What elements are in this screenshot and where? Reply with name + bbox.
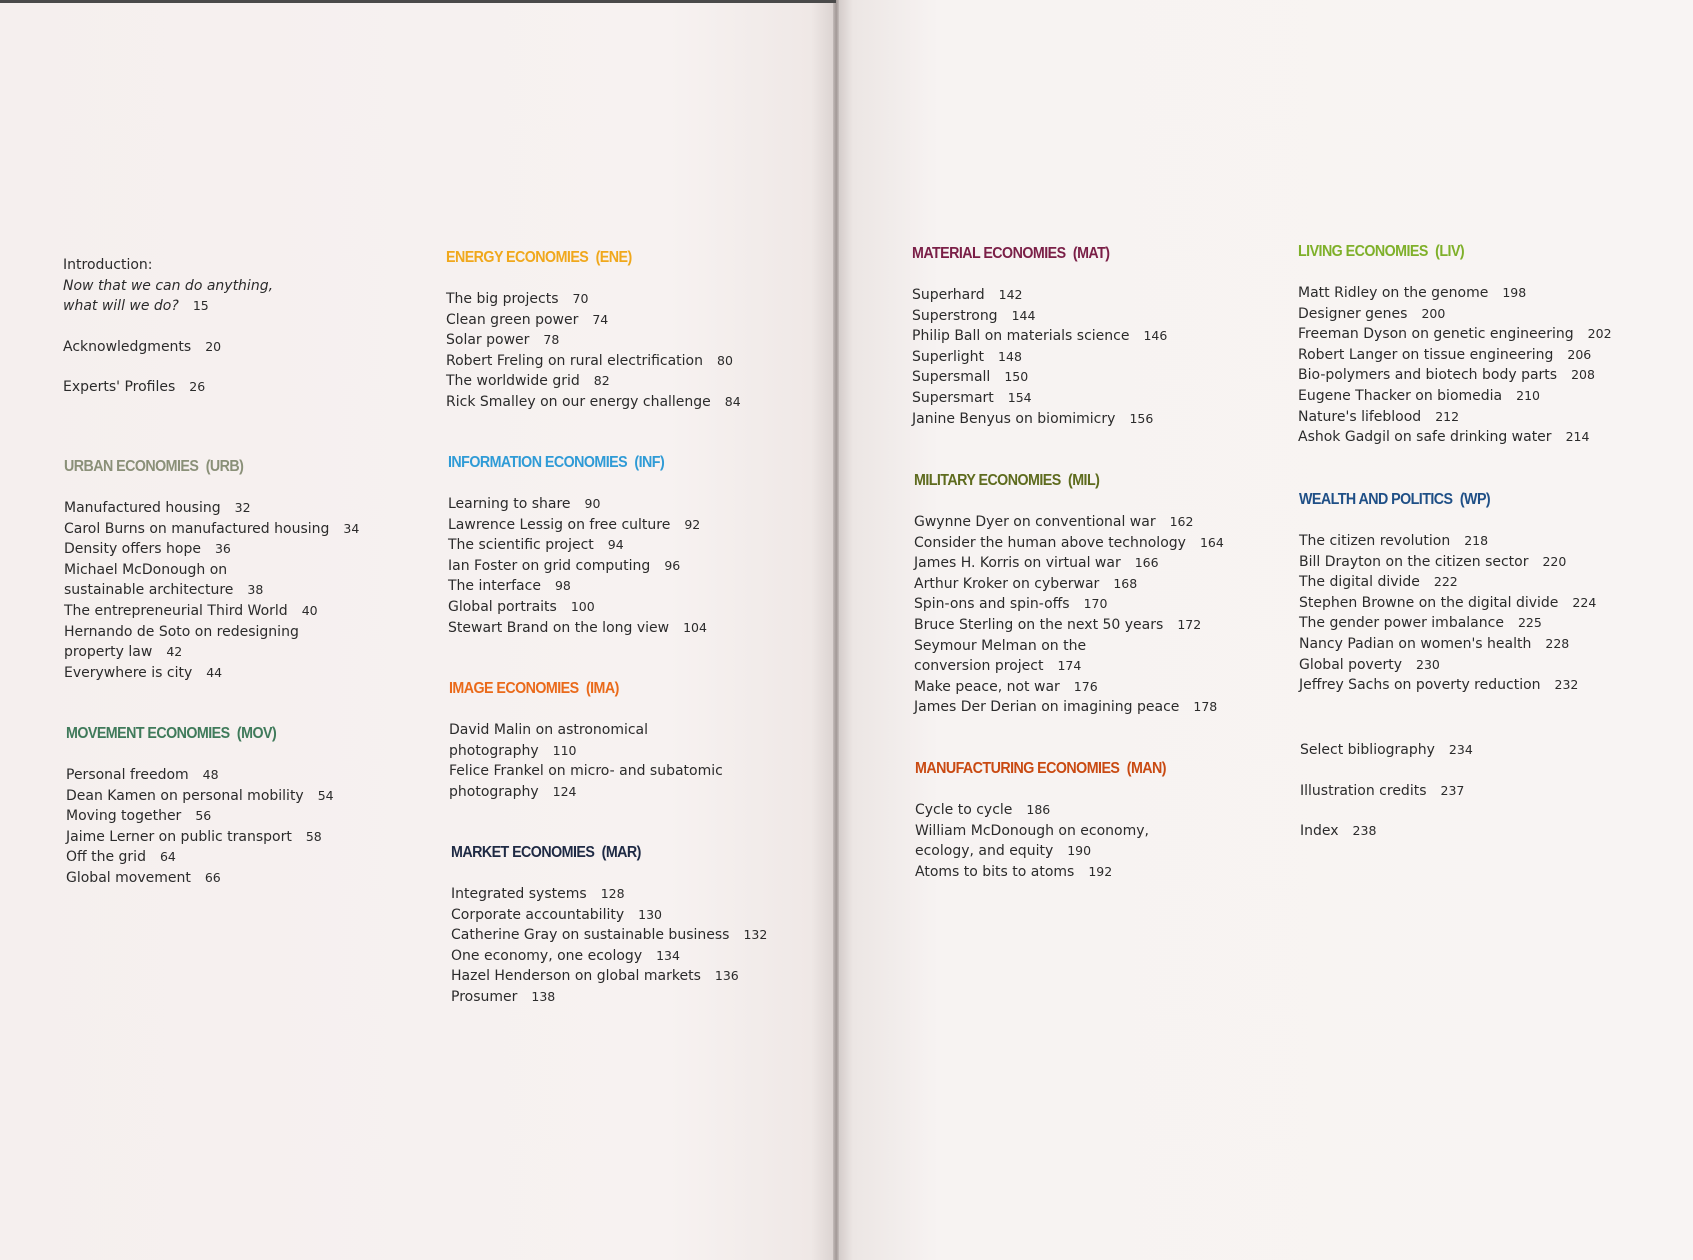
entry-title: The big projects <box>446 291 559 307</box>
entry-title: Arthur Kroker on cyberwar <box>914 575 1100 592</box>
illustration-credits-page: 237 <box>1440 782 1465 798</box>
section-wealth-and-politics <box>1299 491 1596 696</box>
toc-entry[interactable] <box>66 868 334 889</box>
entry-page-number: 94 <box>607 537 624 553</box>
entry-title: Stephen Browne on the digital divide <box>1299 594 1559 611</box>
section-image-economies <box>449 680 723 802</box>
entry-page-number: 168 <box>1113 575 1138 591</box>
toc-entry[interactable] <box>915 862 1188 883</box>
illustration-credits-label: Illustration credits <box>1300 782 1427 799</box>
entry-title: Jaime Lerner on public transport <box>66 828 292 845</box>
entry-title: Hernando de Soto on redesigning <box>64 623 299 640</box>
entry-page-number: 174 <box>1057 658 1082 674</box>
toc-entry[interactable] <box>1298 304 1612 325</box>
toc-entry[interactable] <box>914 594 1224 615</box>
toc-entry[interactable] <box>1298 407 1612 428</box>
entry-page-number: 164 <box>1199 534 1224 550</box>
toc-entry[interactable] <box>64 539 359 560</box>
entry-title-continued: ecology, and equity <box>915 843 1054 860</box>
toc-entry[interactable] <box>451 884 767 905</box>
toc-entry[interactable] <box>451 946 767 967</box>
toc-entry[interactable] <box>64 601 359 622</box>
entry-title: Density offers hope <box>64 541 201 558</box>
entry-page-number: 74 <box>592 311 609 327</box>
section-title: URBAN ECONOMIES <box>64 458 199 475</box>
entry-page-number: 225 <box>1517 615 1542 631</box>
entry-title-continued: photography <box>449 742 539 759</box>
entry-page-number: 78 <box>543 332 560 348</box>
entry-title: Philip Ball on materials science <box>912 328 1130 345</box>
entry-page-number: 170 <box>1083 596 1108 612</box>
entry-title: Integrated systems <box>451 886 587 902</box>
entry-page-number: 156 <box>1129 410 1154 426</box>
section-material-economies <box>912 245 1167 429</box>
toc-entry[interactable] <box>446 392 741 413</box>
toc-entry[interactable] <box>1298 345 1612 366</box>
entry-page-number: 220 <box>1542 553 1567 569</box>
intro-page: 15 <box>192 298 209 314</box>
section-manufacturing-economies <box>915 760 1188 882</box>
entry-page-number: 200 <box>1421 305 1446 321</box>
entry-title: Make peace, not war <box>914 678 1060 695</box>
section-heading <box>64 458 336 478</box>
entry-title: Bruce Sterling on the next 50 years <box>914 616 1164 633</box>
toc-entry[interactable] <box>448 576 707 597</box>
intro-subtitle-line1: Now that we can do anything, <box>63 277 274 294</box>
toc-entry[interactable] <box>451 987 767 1008</box>
section-urban-economies <box>64 458 359 683</box>
entry-title: Lawrence Lessig on free culture <box>448 516 671 533</box>
entry-title: The gender power imbalance <box>1299 615 1504 632</box>
toc-entry[interactable] <box>66 847 334 868</box>
section-title: ENERGY ECONOMIES <box>446 249 589 266</box>
toc-entry[interactable] <box>446 371 741 392</box>
toc-entry[interactable] <box>914 677 1224 698</box>
entry-page-number: 198 <box>1502 285 1527 300</box>
section-title: LIVING ECONOMIES <box>1298 243 1428 260</box>
section-code: (WP) <box>1459 491 1491 508</box>
entry-page-number: 58 <box>305 828 322 844</box>
entry-title: The scientific project <box>448 537 594 554</box>
section-heading <box>451 844 742 864</box>
toc-entry[interactable] <box>66 786 334 807</box>
acknowledgments-label: Acknowledgments <box>63 338 192 355</box>
toc-entry[interactable] <box>1298 324 1612 345</box>
entry-title: Global poverty <box>1299 656 1402 673</box>
entry-title: Designer genes <box>1298 305 1408 322</box>
entry-page-number: 90 <box>584 496 601 511</box>
section-code: (INF) <box>634 454 665 471</box>
toc-entry[interactable] <box>64 663 359 684</box>
entry-page-number: 224 <box>1572 594 1597 610</box>
toc-entry[interactable] <box>64 498 359 519</box>
entry-title: Hazel Henderson on global markets <box>451 968 701 985</box>
toc-entry[interactable] <box>1299 613 1596 634</box>
toc-entry[interactable] <box>1299 531 1596 552</box>
toc-entry[interactable] <box>446 289 741 310</box>
entry-page-number: 186 <box>1026 802 1051 817</box>
entry-page-number: 110 <box>552 742 577 758</box>
entry-page-number: 128 <box>600 886 625 901</box>
entry-title: Superlight <box>912 348 985 365</box>
entry-page-number: 190 <box>1067 843 1092 859</box>
entry-page-number: 146 <box>1143 328 1168 344</box>
toc-entry[interactable] <box>66 827 334 848</box>
entry-title: Janine Benyus on biomimicry <box>912 410 1116 427</box>
section-heading <box>1298 243 1586 263</box>
entry-page-number: 230 <box>1416 656 1440 672</box>
entry-page-number: 64 <box>159 849 176 865</box>
entry-title: Catherine Gray on sustainable business <box>451 927 730 944</box>
section-heading <box>449 680 701 700</box>
entry-title: Superhard <box>912 287 985 303</box>
toc-entry[interactable] <box>912 326 1167 347</box>
entry-page-number: 96 <box>664 557 681 573</box>
index-page: 238 <box>1352 823 1377 839</box>
entry-title: Robert Langer on tissue engineering <box>1298 346 1554 363</box>
entry-title: The entrepreneurial Third World <box>64 602 288 619</box>
entry-title: Nancy Padian on women's health <box>1299 635 1532 652</box>
entry-page-number: 70 <box>572 291 589 306</box>
entry-page-number: 142 <box>998 287 1023 302</box>
entry-page-number: 138 <box>531 988 556 1004</box>
front-matter <box>63 255 273 398</box>
entry-page-number: 210 <box>1516 387 1540 403</box>
toc-entry[interactable] <box>66 806 334 827</box>
toc-entry[interactable] <box>1299 675 1596 696</box>
toc-entry[interactable] <box>912 409 1167 430</box>
entry-title: Stewart Brand on the long view <box>448 619 670 636</box>
entry-page-number: 40 <box>301 602 318 618</box>
entry-page-number: 48 <box>202 767 219 782</box>
entry-page-number: 34 <box>343 520 360 536</box>
toc-entry[interactable] <box>449 761 723 802</box>
section-heading <box>66 725 312 745</box>
toc-entry[interactable] <box>451 966 767 987</box>
toc-entry[interactable] <box>1299 655 1596 676</box>
toc-entry[interactable] <box>1299 572 1596 593</box>
section-title: WEALTH AND POLITICS <box>1299 491 1453 508</box>
section-code: (IMA) <box>585 680 619 697</box>
toc-entry[interactable] <box>912 367 1167 388</box>
entry-page-number: 98 <box>554 578 571 594</box>
section-code: (MOV) <box>236 725 277 742</box>
toc-entry[interactable] <box>915 821 1188 862</box>
entry-title: Superstrong <box>912 307 998 324</box>
entry-title: Off the grid <box>66 849 146 866</box>
toc-entry[interactable] <box>1299 634 1596 655</box>
index-entry[interactable] <box>1300 821 1473 842</box>
entry-title-continued: property law <box>64 644 153 661</box>
toc-entry[interactable] <box>914 636 1224 677</box>
entry-page-number: 172 <box>1177 616 1202 632</box>
entry-title: One economy, one ecology <box>451 947 643 964</box>
section-code: (MAT) <box>1072 245 1110 262</box>
entry-title: Carol Burns on manufactured housing <box>64 520 330 537</box>
entry-page-number: 92 <box>684 516 701 532</box>
bibliography-label: Select bibliography <box>1300 742 1435 758</box>
toc-entry[interactable] <box>1298 365 1612 386</box>
entry-page-number: 84 <box>724 393 741 409</box>
entry-title: Spin-ons and spin-offs <box>914 596 1070 613</box>
entry-page-number: 222 <box>1433 574 1458 590</box>
entry-title: William McDonough on economy, <box>915 822 1149 839</box>
section-information-economies <box>448 454 707 638</box>
toc-entry[interactable] <box>448 494 707 515</box>
entry-title: Gwynne Dyer on conventional war <box>914 514 1156 530</box>
entry-title: The digital divide <box>1299 574 1420 591</box>
entry-title: Michael McDonough on <box>64 561 228 578</box>
entry-title: Supersmart <box>912 389 994 406</box>
entry-page-number: 202 <box>1587 326 1612 342</box>
entry-page-number: 42 <box>166 644 183 660</box>
toc-entry[interactable] <box>1298 427 1612 448</box>
toc-entry[interactable] <box>912 388 1167 409</box>
experts-profiles-entry[interactable] <box>63 377 273 398</box>
entry-title-continued: conversion project <box>914 658 1044 675</box>
section-code: (URB) <box>205 458 244 475</box>
entry-page-number: 178 <box>1193 699 1218 715</box>
entry-page-number: 228 <box>1545 635 1570 651</box>
entry-page-number: 208 <box>1571 367 1595 383</box>
toc-entry[interactable] <box>64 560 359 601</box>
toc-entry[interactable] <box>914 512 1224 533</box>
entry-title: Learning to share <box>448 496 571 512</box>
entry-page-number: 150 <box>1004 369 1029 385</box>
toc-entry[interactable] <box>449 720 723 761</box>
entry-title: Ashok Gadgil on safe drinking water <box>1298 429 1552 446</box>
toc-entry[interactable] <box>1298 283 1612 304</box>
experts-profiles-page: 26 <box>189 379 206 395</box>
section-title: MANUFACTURING ECONOMIES <box>915 760 1120 777</box>
entry-title: The worldwide grid <box>446 373 580 390</box>
entry-title: Robert Freling on rural electrification <box>446 352 703 369</box>
entry-title: Felice Frankel on micro- and subatomic <box>449 763 723 780</box>
toc-entry[interactable] <box>451 905 767 926</box>
entry-title: Everywhere is city <box>64 664 193 681</box>
entry-page-number: 104 <box>683 619 707 635</box>
entry-page-number: 218 <box>1464 533 1489 548</box>
toc-entry[interactable] <box>448 556 707 577</box>
section-heading <box>912 245 1147 265</box>
entry-page-number: 56 <box>195 808 212 824</box>
toc-entry[interactable] <box>915 800 1188 821</box>
entry-title: Atoms to bits to atoms <box>915 863 1075 880</box>
entry-page-number: 130 <box>638 906 662 922</box>
entry-page-number: 124 <box>552 783 577 799</box>
experts-profiles-label: Experts' Profiles <box>63 379 176 396</box>
entry-title: Eugene Thacker on biomedia <box>1298 387 1503 404</box>
toc-entry[interactable] <box>914 697 1224 718</box>
entry-page-number: 148 <box>998 348 1022 364</box>
entry-page-number: 176 <box>1073 678 1098 694</box>
toc-entry[interactable] <box>912 285 1167 306</box>
entry-page-number: 212 <box>1435 408 1460 424</box>
entry-title-continued: photography <box>449 783 539 800</box>
section-code: (MAR) <box>601 844 641 861</box>
toc-entry[interactable] <box>448 597 707 618</box>
entry-title: Freeman Dyson on genetic engineering <box>1298 326 1574 343</box>
section-title: MOVEMENT ECONOMIES <box>66 725 230 742</box>
toc-entry[interactable] <box>914 533 1224 554</box>
entry-title: Cycle to cycle <box>915 802 1013 818</box>
entry-page-number: 162 <box>1169 514 1194 529</box>
entry-title: Matt Ridley on the genome <box>1298 285 1489 301</box>
toc-entry[interactable] <box>914 553 1224 574</box>
entry-page-number: 38 <box>247 582 264 598</box>
entry-title: Solar power <box>446 332 530 349</box>
toc-entry[interactable] <box>66 765 334 786</box>
entry-title: Corporate accountability <box>451 906 625 923</box>
section-title: MATERIAL ECONOMIES <box>912 245 1066 262</box>
book-gutter <box>833 0 839 1260</box>
section-heading <box>1299 491 1572 511</box>
entry-title: Global movement <box>66 869 191 886</box>
entry-page-number: 206 <box>1567 346 1592 362</box>
entry-title: Ian Foster on grid computing <box>448 557 651 574</box>
entry-title: Supersmall <box>912 369 991 386</box>
entry-page-number: 154 <box>1007 389 1032 405</box>
section-code: (MIL) <box>1068 472 1100 489</box>
section-title: IMAGE ECONOMIES <box>449 680 579 697</box>
entry-page-number: 144 <box>1011 307 1036 323</box>
section-living-economies <box>1298 243 1612 448</box>
toc-entry[interactable] <box>448 618 707 639</box>
entry-page-number: 132 <box>743 927 768 943</box>
section-title: INFORMATION ECONOMIES <box>448 454 628 471</box>
section-code: (MAN) <box>1126 760 1166 777</box>
entry-page-number: 36 <box>214 541 231 557</box>
toc-entry[interactable] <box>914 574 1224 595</box>
section-code: (LIV) <box>1435 243 1465 260</box>
toc-entry[interactable] <box>446 330 741 351</box>
illustration-credits-entry[interactable] <box>1300 781 1473 802</box>
entry-page-number: 214 <box>1565 429 1590 445</box>
entry-page-number: 80 <box>717 352 733 368</box>
section-title: MARKET ECONOMIES <box>451 844 595 861</box>
entry-title: Personal freedom <box>66 767 189 783</box>
entry-page-number: 44 <box>206 664 223 680</box>
entry-title: Manufactured housing <box>64 500 221 516</box>
entry-title: Nature's lifeblood <box>1298 408 1422 425</box>
entry-title: Clean green power <box>446 311 579 328</box>
entry-page-number: 192 <box>1088 863 1113 879</box>
index-label: Index <box>1300 823 1339 840</box>
entry-title: James Der Derian on imagining peace <box>914 699 1180 716</box>
entry-page-number: 82 <box>593 373 610 389</box>
toc-entry[interactable] <box>912 347 1167 368</box>
section-heading <box>914 472 1199 492</box>
section-market-economies <box>451 844 767 1008</box>
section-heading <box>446 249 717 269</box>
entry-title: Bio-polymers and biotech body parts <box>1298 367 1558 384</box>
entry-title: The citizen revolution <box>1299 533 1451 549</box>
entry-page-number: 134 <box>656 947 680 963</box>
entry-title: Rick Smalley on our energy challenge <box>446 393 711 410</box>
entry-title: David Malin on astronomical <box>449 722 649 738</box>
section-heading <box>915 760 1166 780</box>
section-energy-economies <box>446 249 741 413</box>
intro-entry[interactable] <box>63 255 273 317</box>
intro-subtitle-line2: what will we do? <box>63 298 179 315</box>
section-code: (ENE) <box>595 249 632 266</box>
entry-title: Jeffrey Sachs on poverty reduction <box>1299 677 1541 694</box>
entry-title-continued: sustainable architecture <box>64 582 234 599</box>
toc-entry[interactable] <box>448 515 707 536</box>
entry-title: The interface <box>448 578 541 595</box>
bibliography-page: 234 <box>1448 742 1473 757</box>
entry-page-number: 32 <box>234 500 251 515</box>
acknowledgments-entry[interactable] <box>63 337 273 358</box>
entry-title: Prosumer <box>451 988 518 1005</box>
toc-entry[interactable] <box>1299 593 1596 614</box>
entry-title: Moving together <box>66 808 182 825</box>
entry-page-number: 54 <box>317 787 334 803</box>
toc-entry[interactable] <box>64 519 359 540</box>
entry-title: James H. Korris on virtual war <box>914 555 1121 572</box>
entry-page-number: 136 <box>714 968 739 984</box>
toc-entry[interactable] <box>1298 386 1612 407</box>
section-title: MILITARY ECONOMIES <box>914 472 1061 489</box>
toc-entry[interactable] <box>451 925 767 946</box>
entry-page-number: 232 <box>1554 677 1579 693</box>
entry-title: Global portraits <box>448 598 557 615</box>
toc-entry[interactable] <box>446 351 741 372</box>
back-matter <box>1300 740 1473 842</box>
toc-entry[interactable] <box>64 622 359 663</box>
entry-title: Bill Drayton on the citizen sector <box>1299 553 1529 570</box>
section-military-economies <box>914 472 1224 718</box>
toc-entry[interactable] <box>912 306 1167 327</box>
intro-label: Introduction: <box>63 257 153 273</box>
bibliography-entry[interactable] <box>1300 740 1473 761</box>
entry-page-number: 100 <box>570 598 595 614</box>
section-heading <box>448 454 686 474</box>
section-movement-economies <box>66 725 334 889</box>
entry-title: Dean Kamen on personal mobility <box>66 787 304 804</box>
toc-entry[interactable] <box>914 615 1224 636</box>
entry-title: Consider the human above technology <box>914 534 1186 551</box>
toc-entry[interactable] <box>1299 552 1596 573</box>
entry-page-number: 166 <box>1134 555 1159 571</box>
entry-title: Seymour Melman on the <box>914 637 1087 654</box>
acknowledgments-page: 20 <box>205 338 222 354</box>
entry-page-number: 66 <box>204 869 221 885</box>
page-top-edge <box>0 0 836 3</box>
toc-entry[interactable] <box>448 535 707 556</box>
toc-entry[interactable] <box>446 310 741 331</box>
